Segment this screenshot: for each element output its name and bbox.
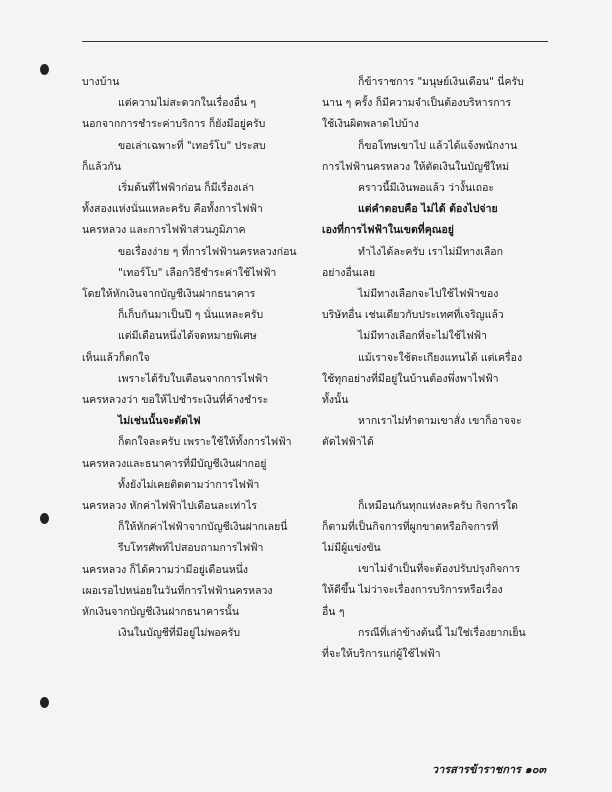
text-line: ไม่มีทางเลือกจะไปใช้ไฟฟ้าของ — [358, 288, 499, 301]
text-line: ก็ตามที่เป็นกิจการที่ผูกขาดหรือกิจการที่ — [322, 520, 499, 533]
text-line: นครหลวง และการไฟฟ้าส่วนภูมิภาค — [82, 224, 246, 237]
page-footer: วารสารข้าราชการ ๑๐๓ — [431, 763, 546, 776]
text-line: ทั้งยังไม่เคยติดตามว่าการไฟฟ้า — [118, 478, 260, 491]
text-line: หักเงินจากบัญชีเงินฝากธนาคารนั้น — [82, 606, 240, 619]
text-line: เพราะได้รับใบเตือนจากการไฟฟ้า — [118, 372, 269, 385]
text-line: ก็ตกใจละครับ เพราะใช้ให้ทั้งการไฟฟ้า — [118, 436, 292, 449]
text-line: เองที่การไฟฟ้าในเขตที่คุณอยู่ — [322, 224, 454, 237]
text-line: "เทอร์โบ" เลือกวิธีชำระค่าใช้ไฟฟ้า — [118, 266, 277, 279]
text-line: ทั้งสองแห่งนั่นแหละครับ คือทั้งการไฟฟ้า — [82, 203, 263, 216]
text-line: ก็ขอโทษเขาไป แล้วได้แจ้งพนักงาน — [358, 139, 518, 152]
text-line: อื่น ๆ — [322, 605, 345, 618]
text-line: ก็เก็บกันมาเป็นปี ๆ นั่นแหละครับ — [118, 309, 264, 322]
text-line: กรณีที่เล่าข้างต้นนี้ ไม่ใช่เรื่องยากเย็น — [358, 626, 526, 639]
text-line: เห็นแล้วก็ตกใจ — [82, 351, 150, 364]
text-line: อย่างอื่นเลย — [322, 266, 376, 279]
text-line: ทำไงได้ละครับ เราไม่มีทางเลือก — [358, 245, 503, 258]
text-line: ทั้งนั้น — [322, 394, 349, 407]
right-column — [322, 72, 548, 665]
text-line: เริ่มต้นที่ไฟฟ้าก่อน ก็มีเรื่องเล่า — [118, 182, 255, 195]
text-line: ใช้ทุกอย่างที่มีอยู่ในบ้านต้องพึ่งพาไฟฟ้า — [322, 372, 499, 385]
text-line: หากเราไม่ทำตามเขาสั่ง เขาก็อาจจะ — [358, 415, 522, 428]
text-line: เงินในบัญชีที่มีอยู่ไม่พอครับ — [118, 627, 240, 640]
text-line: นครหลวง ก็ได้ความว่ามีอยู่เดือนหนึ่ง — [82, 563, 249, 576]
text-line: ขอเล่าเฉพาะที่ "เทอร์โบ" ประสบ — [118, 139, 266, 152]
text-line: ไม่เช่นนั้นจะตัดไฟ — [118, 415, 201, 428]
text-line: ตัดไฟฟ้าได้ — [322, 436, 374, 449]
text-line: นครหลวง หักค่าไฟฟ้าไปเดือนละเท่าไร — [82, 500, 258, 513]
right-column-top — [322, 72, 548, 454]
text-line: ไม่มีทางเลือกที่จะไม่ใช้ไฟฟ้า — [358, 330, 487, 343]
text-line: ใช้เงินผิดพลาดไปบ้าง — [322, 118, 419, 131]
text-line: นครหลวงและธนาคารที่มีบัญชีเงินฝากอยู่ — [82, 457, 267, 470]
text-line: รีบโทรศัพท์ไปสอบถามการไฟฟ้า — [118, 542, 264, 555]
text-line: คราวนี้มีเงินพอแล้ว ว่างั้นเถอะ — [358, 182, 495, 195]
text-line: ให้ดีขึ้น ไม่ว่าจะเรื่องการบริการหรือเรื่อง — [322, 584, 503, 597]
text-line: แต่ความไม่สะดวกในเรื่องอื่น ๆ — [118, 97, 257, 110]
text-line: เผอเรอไปหน่อยในวันที่การไฟฟ้านครหลวง — [82, 584, 273, 597]
left-column — [82, 72, 308, 644]
text-line: บางบ้าน — [82, 76, 120, 88]
text-line: บริษัทอื่น เช่นเดียวกับประเทศที่เจริญแล้ว — [322, 309, 504, 322]
text-line: ที่จะให้บริการแก่ผู้ใช้ไฟฟ้า — [322, 648, 441, 661]
text-line: โดยให้หักเงินจากบัญชีเงินฝากธนาคาร — [82, 288, 256, 301]
text-line: ก็ข้าราชการ "มนุษย์เงินเดือน" นี่ครับ — [358, 76, 524, 88]
binding-hole — [40, 64, 49, 75]
text-line: นครหลวงว่า ขอให้ไปชำระเงินที่ค้างชำระ — [82, 394, 269, 407]
text-line: เขาไม่จำเป็นที่จะต้องปรับปรุงกิจการ — [358, 563, 521, 576]
text-line: นาน ๆ ครั้ง ก็มีความจำเป็นต้องบริหารการ — [322, 97, 512, 110]
text-line: ไม่มีผู้แข่งขัน — [322, 542, 381, 555]
right-column-bottom — [322, 496, 548, 666]
text-line: แต่คำตอบคือ ไม่ได้ ต้องไปจ่าย — [358, 203, 498, 216]
text-line: ก็เหมือนกันทุกแห่งละครับ กิจการใด — [358, 499, 518, 512]
binding-hole — [40, 513, 49, 524]
binding-hole — [40, 697, 49, 708]
text-line: ก็แล้วกัน — [82, 160, 121, 173]
section-break — [322, 454, 548, 496]
text-line: นอกจากการชำระค่าบริการ ก็ยังมีอยู่ครับ — [82, 118, 266, 131]
text-line: แต่มีเดือนหนึ่งได้จดหมายพิเศษ — [118, 330, 257, 343]
text-line: ก็ให้หักค่าไฟฟ้าจากบัญชีเงินฝากเลยนี่ — [118, 521, 288, 534]
text-line: แม้เราจะใช้ตะเกียงแทนได้ แต่เครื่อง — [358, 351, 523, 364]
text-line: ขอเรื่องง่าย ๆ ที่การไฟฟ้านครหลวงก่อน — [118, 245, 297, 258]
header-rule — [82, 41, 548, 42]
text-line: การไฟฟ้านครหลวง ให้ตัดเงินในบัญชีใหม่ — [322, 160, 510, 173]
